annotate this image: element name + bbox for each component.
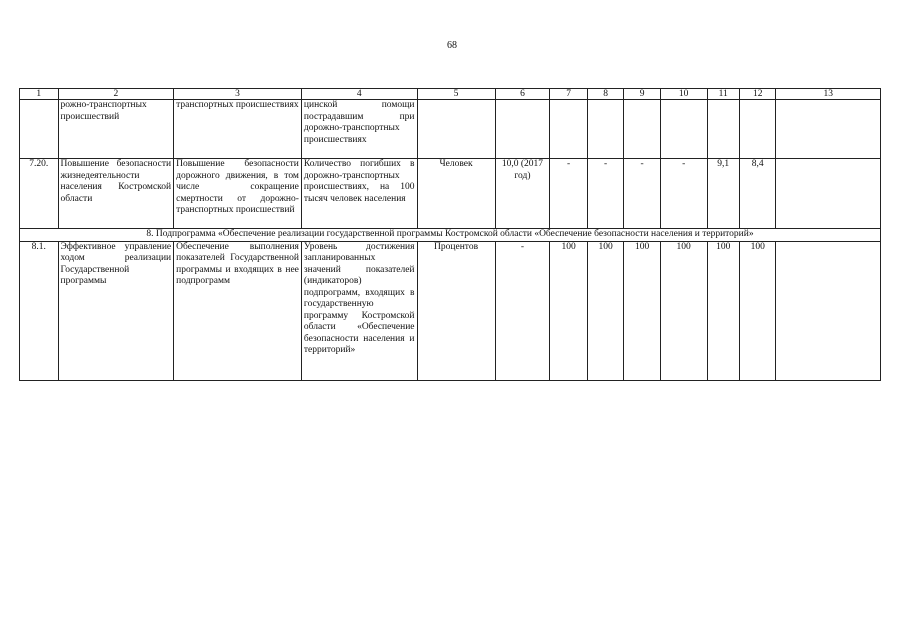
task-cell: транспортных происшествиях	[174, 100, 302, 159]
table-row	[20, 241, 881, 380]
page-number: 68	[447, 40, 457, 51]
row-number	[20, 100, 59, 159]
column-header: 11	[707, 89, 739, 100]
value-cell: -	[660, 159, 707, 229]
value-cell: 100	[624, 241, 661, 380]
value-cell: 100	[550, 241, 588, 380]
indicator-cell: цинской помощи пострадавшим при дорожно-транспортных происшествиях	[301, 100, 417, 159]
goal-cell: рожно-транспортных происшествий	[58, 100, 174, 159]
value-cell: 100	[739, 241, 776, 380]
base-value-cell: -	[495, 241, 550, 380]
subprogram-title: 8. Подпрограмма «Обеспечение реализации государственной программы Костромской области «Обеспечение безопасности населения и территорий»	[20, 229, 881, 242]
value-cell	[624, 100, 661, 159]
value-cell	[776, 100, 881, 159]
column-header: 2	[58, 89, 174, 100]
value-cell: 9,1	[707, 159, 739, 229]
value-cell: 100	[707, 241, 739, 380]
value-cell	[776, 241, 881, 380]
row-number: 8.1.	[20, 241, 59, 380]
value-cell: -	[550, 159, 588, 229]
subprogram-row	[20, 229, 881, 242]
table-row	[20, 159, 881, 229]
column-header: 8	[587, 89, 624, 100]
table-row	[20, 100, 881, 159]
indicator-cell: Количество погибших в дорожно-транспортных происшествиях, на 100 тысяч человек населения	[301, 159, 417, 229]
column-header: 13	[776, 89, 881, 100]
column-header: 3	[174, 89, 302, 100]
column-header: 7	[550, 89, 588, 100]
value-cell	[776, 159, 881, 229]
task-cell: Повышение безопасности дорожного движения, в том числе сокращение смертности от дорожно-транспортных происшествий	[174, 159, 302, 229]
goal-cell: Эффективное управление ходом реализации Государственной программы	[58, 241, 174, 380]
value-cell	[707, 100, 739, 159]
column-header: 9	[624, 89, 661, 100]
indicators-table	[19, 88, 881, 381]
base-value-cell	[495, 100, 550, 159]
unit-cell	[417, 100, 495, 159]
value-cell: 8,4	[739, 159, 776, 229]
value-cell: 100	[660, 241, 707, 380]
value-cell	[660, 100, 707, 159]
column-header: 6	[495, 89, 550, 100]
column-header: 4	[301, 89, 417, 100]
indicator-cell: Уровень достижения запланированных значений показателей (индикаторов) подпрограмм, входящих в государственную программу Костромской области «Обеспечение безопасности населения и территорий»	[301, 241, 417, 380]
column-header: 1	[20, 89, 59, 100]
value-cell	[739, 100, 776, 159]
header-row	[20, 89, 881, 100]
column-header: 5	[417, 89, 495, 100]
value-cell: 100	[587, 241, 624, 380]
row-number: 7.20.	[20, 159, 59, 229]
task-cell: Обеспечение выполнения показателей Государственной программы и входящих в нее подпрограмм	[174, 241, 302, 380]
column-header: 10	[660, 89, 707, 100]
goal-cell: Повышение безопасности жизнедеятельности населения Костромской области	[58, 159, 174, 229]
value-cell: -	[587, 159, 624, 229]
unit-cell: Человек	[417, 159, 495, 229]
value-cell	[587, 100, 624, 159]
unit-cell: Процентов	[417, 241, 495, 380]
base-value-cell: 10,0 (2017 год)	[495, 159, 550, 229]
column-header: 12	[739, 89, 776, 100]
value-cell	[550, 100, 588, 159]
value-cell: -	[624, 159, 661, 229]
